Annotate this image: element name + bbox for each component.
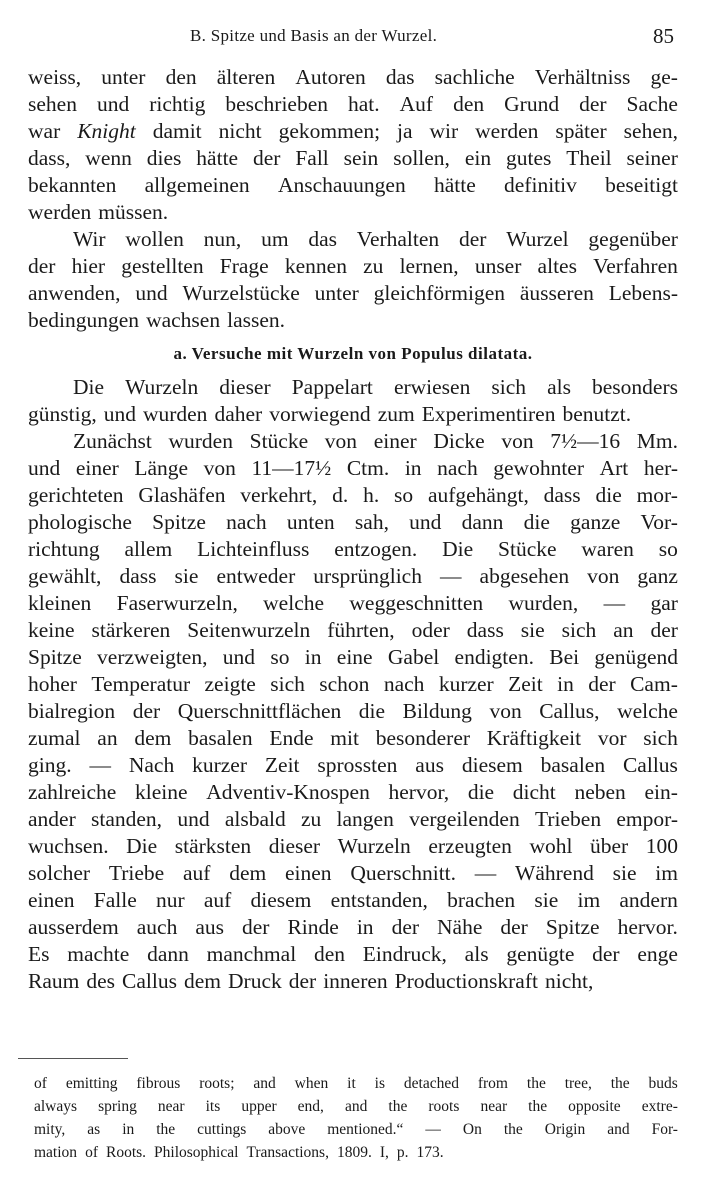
text-line: bekannten allgemeinen Anschauungen hätte definitiv beseitigt <box>28 173 678 197</box>
text-line: der hier gestellten Frage kennen zu lernen, unser altes Verfahren <box>28 254 678 278</box>
text-line: hoher Temperatur zeigte sich schon nach kurzer Zeit in der Cam- <box>28 672 678 696</box>
text-line: Die Wurzeln dieser Pappelart erwiesen sich als besonders <box>73 375 678 399</box>
main-text <box>28 64 678 995</box>
text-line: Zunächst wurden Stücke von einer Dicke von 7½—16 Mm. <box>73 429 678 453</box>
text-line: ander standen, und alsbald zu langen vergeilenden Trieben empor- <box>28 807 678 831</box>
running-head: B. Spitze und Basis an der Wurzel. <box>190 26 438 45</box>
text-line: war Knight damit nicht gekommen; ja wir werden später sehen, <box>28 119 678 143</box>
text-line: dass, wenn dies hätte der Fall sein sollen, ein gutes Theil seiner <box>28 146 678 170</box>
page-header <box>0 22 707 50</box>
text-line: anwenden, und Wurzelstücke unter gleichförmigen äusseren Lebens- <box>28 281 678 305</box>
text-line: ausserdem auch aus der Rinde in der Nähe der Spitze hervor. <box>28 915 678 939</box>
footnote-block <box>34 1072 678 1164</box>
footnote-line: always spring near its upper end, and the roots near the opposite extre- <box>34 1098 678 1115</box>
text-line: phologische Spitze nach unten sah, und dann die ganze Vor- <box>28 510 678 534</box>
text-line: Spitze verzweigten, und so in eine Gabel endigten. Bei genügend <box>28 645 678 669</box>
text-line: gerichteten Glashäfen verkehrt, d. h. so aufgehängt, dass die mor- <box>28 483 678 507</box>
page-number: 85 <box>653 24 674 48</box>
text-line: bialregion der Querschnittflächen die Bildung von Callus, welche <box>28 699 678 723</box>
text-line: bedingungen wachsen lassen. <box>28 308 286 332</box>
text-line: Raum des Callus dem Druck der inneren Productionskraft nicht, <box>28 969 594 993</box>
text-line: solcher Triebe auf dem einen Querschnitt. — Während sie im <box>28 861 678 885</box>
text-line: einen Falle nur auf diesem entstanden, brachen sie im andern <box>28 888 678 912</box>
text-line: Wir wollen nun, um das Verhalten der Wurzel gegenüber <box>73 227 678 251</box>
text-line: keine stärkeren Seitenwurzeln führten, oder dass sie sich an der <box>28 618 678 642</box>
text-line: günstig, und wurden daher vorwiegend zum Experimentiren benutzt. <box>28 402 632 426</box>
text-line: richtung allem Lichteinfluss entzogen. Die Stücke waren so <box>28 537 678 561</box>
text-line: gewählt, dass sie entweder ursprünglich — abgesehen von ganz <box>28 564 678 588</box>
text-line: ging. — Nach kurzer Zeit sprossten aus diesem basalen Callus <box>28 753 678 777</box>
footnote-line: of emitting fibrous roots; and when it is detached from the tree, the buds <box>34 1075 678 1092</box>
text-line: werden müssen. <box>28 200 169 224</box>
text-line: sehen und richtig beschrieben hat. Auf den Grund der Sache <box>28 92 678 116</box>
text-line: wuchsen. Die stärksten dieser Wurzeln erzeugten wohl über 100 <box>28 834 678 858</box>
text-line: zumal an dem basalen Ende mit besonderer Kräftigkeit vor sich <box>28 726 678 750</box>
text-line: kleinen Faserwurzeln, welche weggeschnitten wurden, — gar <box>28 591 678 615</box>
footnote-line: mation of Roots. Philosophical Transactions, 1809. I, p. 173. <box>34 1144 444 1161</box>
text-line: Es machte dann manchmal den Eindruck, als genügte der enge <box>28 942 678 966</box>
text-line: zahlreiche kleine Adventiv-Knospen hervor, die dicht neben ein- <box>28 780 678 804</box>
section-heading: a. Versuche mit Wurzeln von Populus dilatata. <box>173 344 533 363</box>
footnote-divider <box>18 1058 128 1059</box>
text-line: weiss, unter den älteren Autoren das sachliche Verhältniss ge- <box>28 65 678 89</box>
text-line: und einer Länge von 11—17½ Ctm. in nach gewohnter Art her- <box>28 456 678 480</box>
footnote-line: mity, as in the cuttings above mentioned.“ — On the Origin and For- <box>34 1121 678 1138</box>
